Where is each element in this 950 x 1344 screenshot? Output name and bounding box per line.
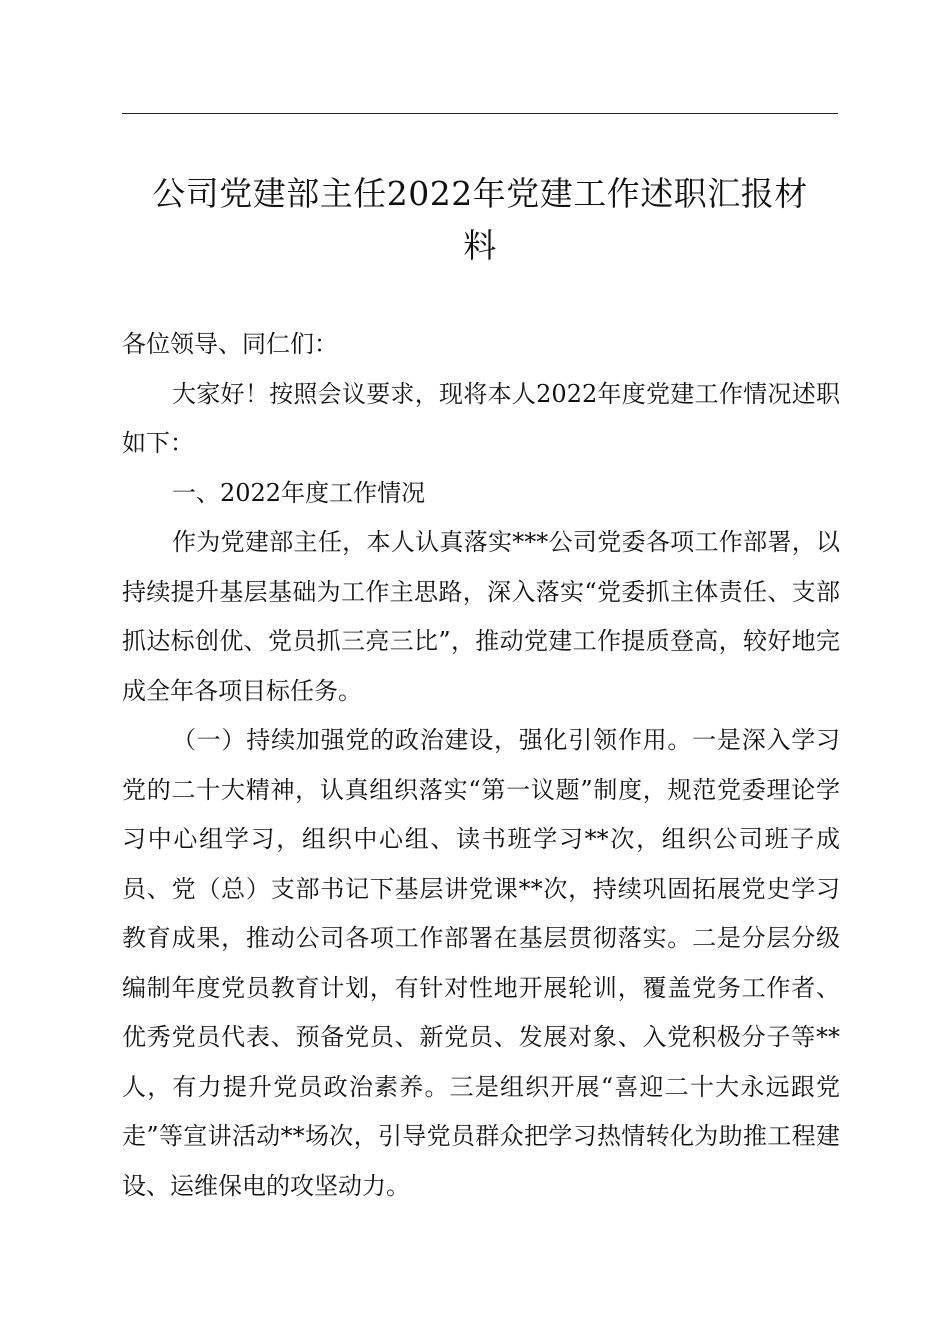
paragraph-overview: 作为党建部主任，本人认真落实***公司党委各项工作部署，以持续提升基层基础为工作主思路，深入落实“党委抓主体责任、支部抓达标创优、党员抓三亮三比”，推动党建工作提质登高，较好地完成全年各项目标任务。 bbox=[122, 528, 840, 705]
document-title bbox=[122, 168, 838, 272]
paragraph-greeting: 大家好！按照会议要求，现将本人2022年度党建工作情况述职如下： bbox=[122, 379, 840, 457]
title-line-2: 料 bbox=[463, 226, 497, 265]
paragraph-political-building: （一）持续加强党的政治建设，强化引领作用。一是深入学习党的二十大精神，认真组织落实“第一议题”制度，规范党委理论学习中心组学习，组织中心组、读书班学习**次，组织公司班子成员、党（总）支部书记下基层讲党课**次，持续巩固拓展党史学习教育成果，推动公司各项工作部署在基层贯彻落实。二是分层分级编制年度党员教育计划，有针对性地开展轮训，覆盖党务工作者、优秀党员代表、预备党员、新党员、发展对象、入党积极分子等**人，有力提升党员政治素养。三是组织开展“喜迎二十大永远跟党走”等宣讲活动**场次，引导党员群众把学习热情转化为助推工程建设、运维保电的攻坚动力。 bbox=[122, 726, 840, 1200]
document-body bbox=[122, 320, 840, 1211]
title-line-1: 公司党建部主任2022年党建工作述职汇报材 bbox=[152, 174, 808, 213]
section-heading: 一、2022年度工作情况 bbox=[172, 478, 426, 507]
header-divider bbox=[122, 113, 838, 114]
salutation: 各位领导、同仁们： bbox=[122, 330, 338, 358]
